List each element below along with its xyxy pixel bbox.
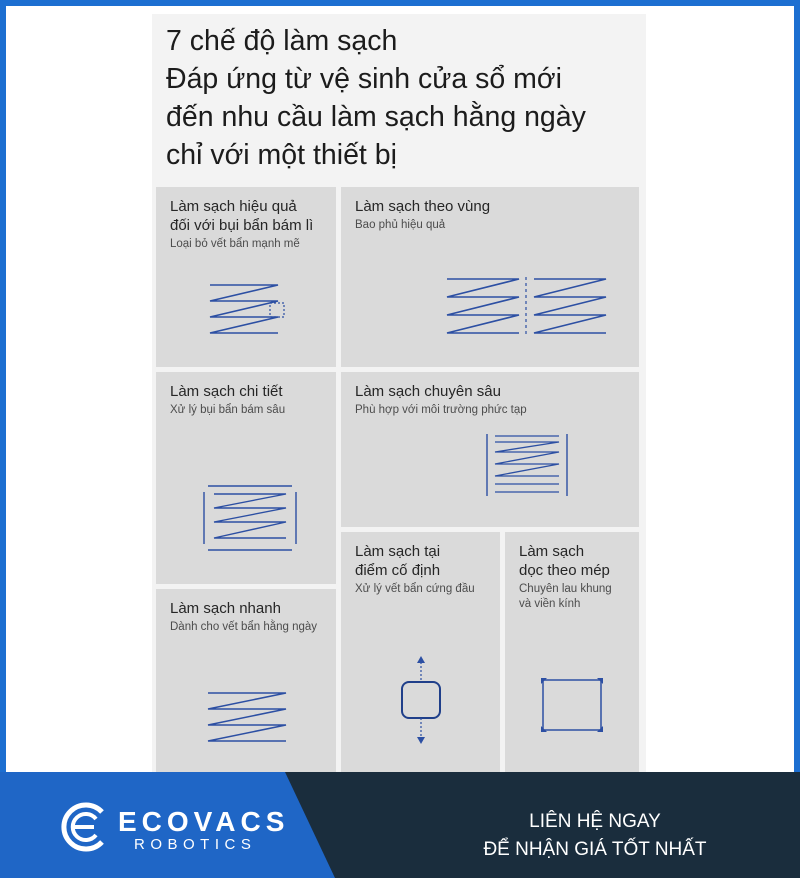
zigzag-spot-icon — [208, 283, 288, 339]
brand-logo-subtext: ROBOTICS — [134, 836, 257, 853]
mode-subtitle-line-2: và viền kính — [519, 598, 581, 610]
mode-title: Làm sạch chuyên sâu — [355, 383, 501, 400]
headline-line-3: đến nhu cầu làm sạch hằng ngày — [166, 101, 586, 133]
mode-title: Làm sạch chi tiết — [170, 383, 283, 400]
mode-subtitle — [519, 582, 612, 612]
mode-subtitle: Phù hợp với môi trường phức tạp — [355, 404, 527, 416]
deep-zigzag-icon — [485, 432, 569, 498]
cta-line-1: LIÊN HỆ NGAY — [529, 811, 661, 832]
mode-title — [355, 542, 440, 580]
mode-card-quick — [156, 589, 336, 789]
mode-subtitle: Xử lý vết bẩn cứng đầu — [355, 583, 475, 595]
mode-subtitle-line-1: Chuyên lau khung — [519, 583, 612, 595]
mode-title: Làm sạch nhanh — [170, 600, 281, 617]
quick-zigzag-icon — [206, 691, 290, 743]
footer-banner — [0, 772, 800, 878]
detail-zigzag-icon — [200, 482, 300, 554]
ecovacs-logo-icon — [56, 798, 114, 856]
mode-card-detail — [156, 372, 336, 584]
mode-subtitle: Xử lý bụi bẩn bám sâu — [170, 404, 286, 416]
mode-title-line-2: điểm cố định — [355, 562, 441, 579]
mode-subtitle: Dành cho vết bẩn hằng ngày — [170, 621, 318, 633]
zone-zigzag-icon — [445, 277, 611, 337]
infographic-panel — [152, 14, 646, 789]
headline — [166, 22, 636, 174]
headline-line-4: chỉ với một thiết bị — [166, 139, 397, 171]
brand-logo-text: ECOVACS — [118, 806, 290, 837]
frame-right-border — [794, 0, 800, 878]
mode-card-fixed-spot — [341, 532, 500, 789]
cta-line-2: ĐỂ NHẬN GIÁ TỐT NHẤT — [483, 839, 707, 860]
headline-line-1: 7 chế độ làm sạch — [166, 25, 398, 57]
mode-title-line-2: dọc theo mép — [519, 562, 610, 579]
mode-title: Làm sạch theo vùng — [355, 198, 491, 215]
mode-title-line-1: Làm sạch — [519, 543, 585, 560]
mode-subtitle: Bao phủ hiệu quả — [355, 219, 446, 231]
mode-title-line-2: đối với bụi bẩn bám lì — [170, 217, 314, 234]
mode-title-line-1: Làm sạch tại — [355, 543, 441, 560]
mode-title — [170, 197, 313, 235]
edge-rectangle-icon — [539, 676, 605, 734]
mode-card-zone — [341, 187, 639, 367]
mode-card-efficient — [156, 187, 336, 367]
mode-card-edge — [505, 532, 639, 789]
fixed-spot-icon — [396, 654, 446, 746]
mode-title-line-1: Làm sạch hiệu quả — [170, 198, 297, 215]
frame-top-border — [0, 0, 800, 6]
mode-title — [519, 542, 610, 580]
mode-subtitle: Loại bỏ vết bẩn mạnh mẽ — [170, 238, 300, 250]
headline-line-2: Đáp ứng từ vệ sinh cửa sổ mới — [166, 63, 562, 95]
mode-card-deep — [341, 372, 639, 527]
frame-left-border — [0, 0, 6, 878]
